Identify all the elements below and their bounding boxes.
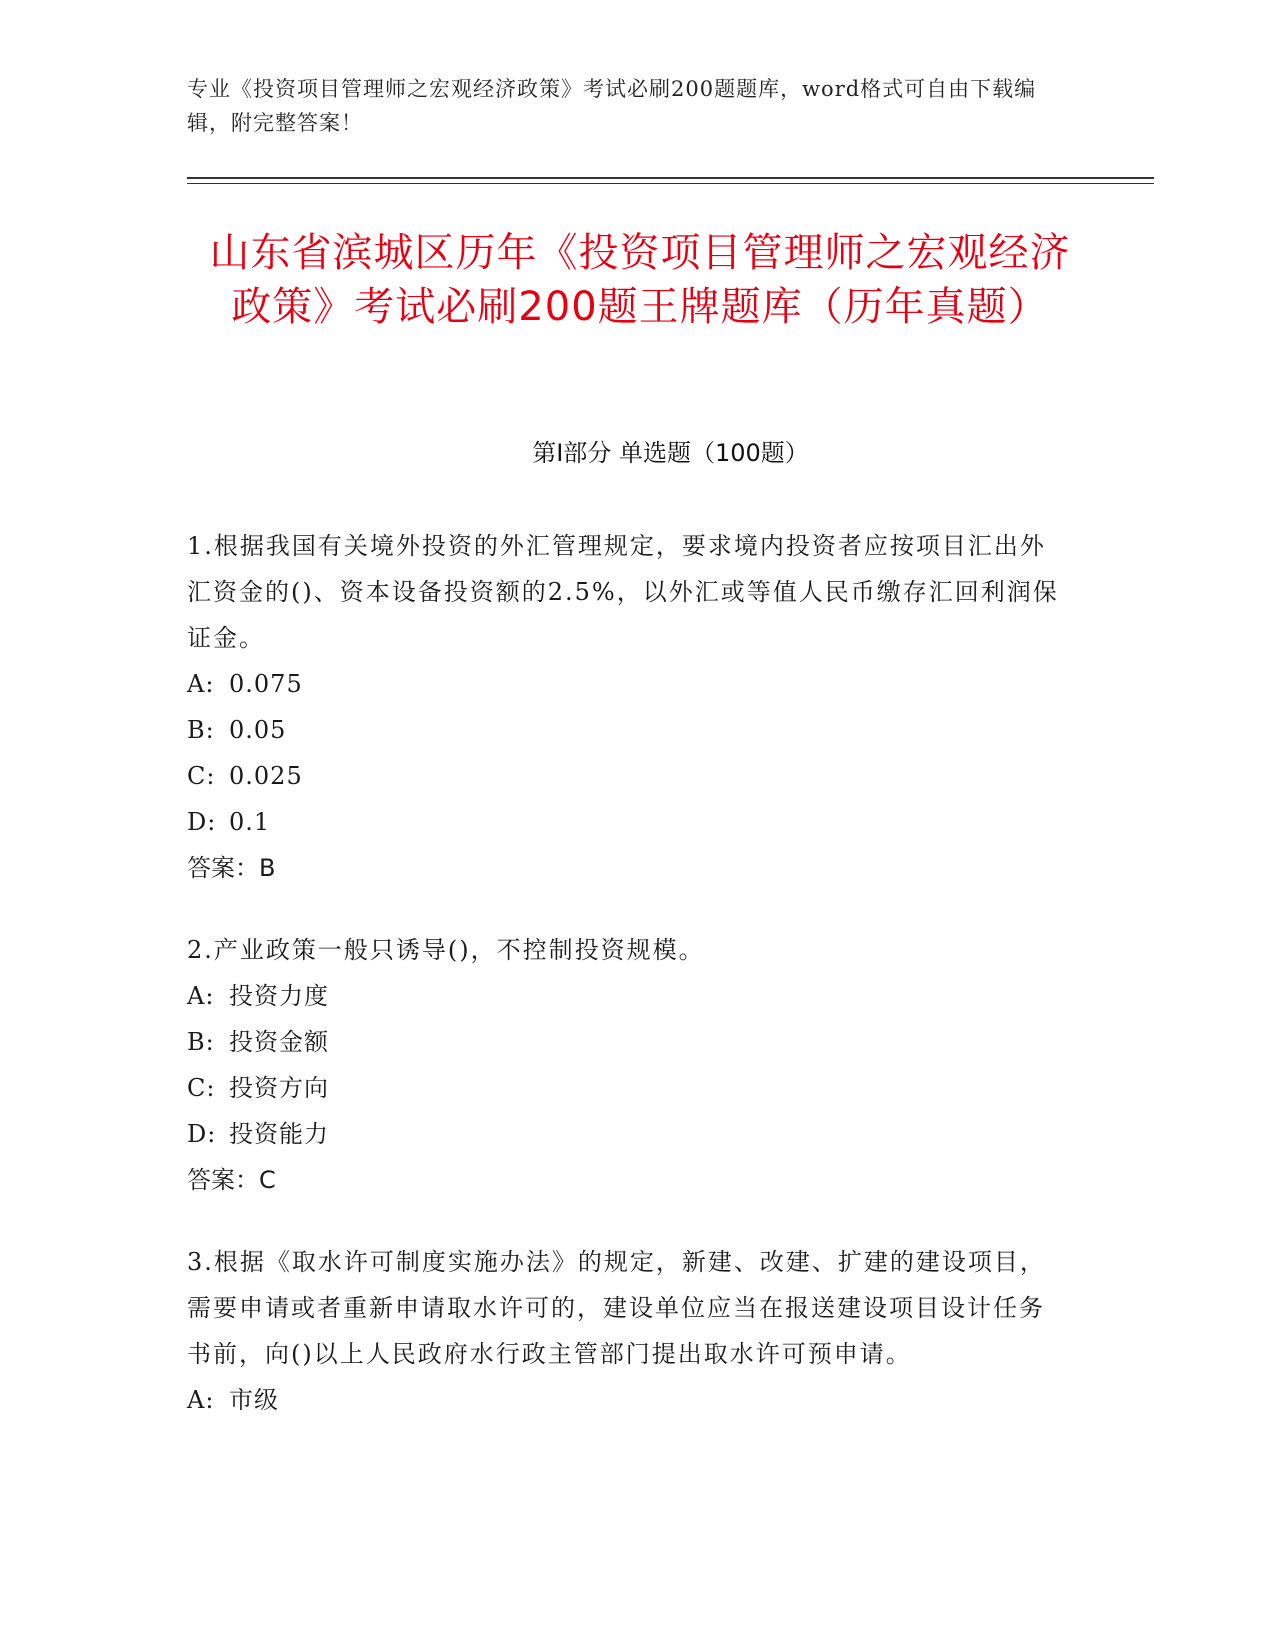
option-label: B: — [187, 1028, 215, 1056]
option-text: 投资能力 — [229, 1120, 329, 1148]
option-label: D: — [187, 808, 217, 836]
option-label: A: — [187, 670, 215, 698]
option-b — [187, 707, 1067, 753]
option-label: A: — [187, 1386, 215, 1414]
option-c — [187, 753, 1067, 799]
option-text: 0.025 — [229, 762, 303, 790]
section-heading: 第I部分 单选题（100题） — [532, 439, 809, 467]
option-a — [187, 973, 1067, 1019]
option-label: A: — [187, 982, 215, 1010]
option-text: 投资金额 — [229, 1028, 329, 1056]
option-d — [187, 799, 1067, 845]
header-rule-thin — [187, 183, 1154, 184]
question-stem: 2.产业政策一般只诱导()，不控制投资规模。 — [187, 936, 705, 964]
option-label: C: — [187, 762, 216, 790]
document-title: 山东省滨城区历年《投资项目管理师之宏观经济政策》考试必刷200题王牌题库（历年真题） — [209, 230, 1071, 330]
option-label: B: — [187, 716, 215, 744]
question-2 — [187, 927, 1067, 1203]
option-text: 0.075 — [229, 670, 303, 698]
option-text: 0.1 — [229, 808, 271, 836]
answer: 答案：C — [187, 1166, 276, 1194]
question-1 — [187, 523, 1067, 891]
option-text: 投资方向 — [229, 1074, 329, 1102]
option-text: 市级 — [229, 1386, 279, 1414]
question-stem: 1.根据我国有关境外投资的外汇管理规定，要求境内投资者应按项目汇出外汇资金的()、资本设备投资额的2.5%，以外汇或等值人民币缴存汇回利润保证金。 — [187, 532, 1059, 652]
option-d — [187, 1111, 1067, 1157]
option-a — [187, 661, 1067, 707]
header-rule-thick — [187, 177, 1154, 179]
question-3 — [187, 1239, 1067, 1423]
option-a — [187, 1377, 1067, 1423]
option-label: C: — [187, 1074, 216, 1102]
option-c — [187, 1065, 1067, 1111]
option-label: D: — [187, 1120, 217, 1148]
question-list — [187, 523, 1067, 1459]
option-b — [187, 1019, 1067, 1065]
option-text: 投资力度 — [229, 982, 329, 1010]
answer: 答案：B — [187, 854, 276, 882]
question-stem: 3.根据《取水许可制度实施办法》的规定，新建、改建、扩建的建设项目，需要申请或者重新申请取水许可的，建设单位应当在报送建设项目设计任务书前，向()以上人民政府水行政主管部门提出取水许可预申请。 — [187, 1248, 1046, 1368]
option-text: 0.05 — [229, 716, 287, 744]
header-note: 专业《投资项目管理师之宏观经济政策》考试必刷200题题库，word格式可自由下载编辑，附完整答案！ — [187, 77, 1037, 135]
